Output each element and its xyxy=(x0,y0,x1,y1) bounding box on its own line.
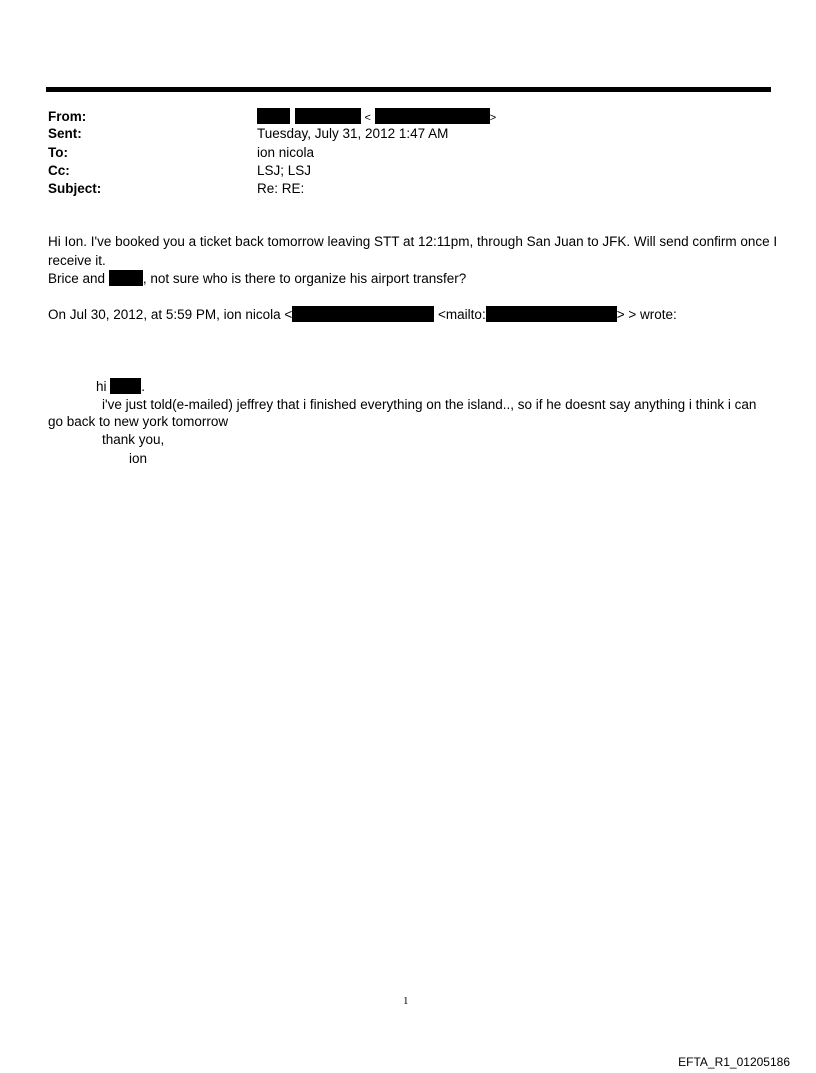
bates-number: EFTA_R1_01205186 xyxy=(678,1055,790,1069)
message-line xyxy=(48,270,466,287)
cc-label: Cc: xyxy=(48,163,70,178)
cc-value: LSJ; LSJ xyxy=(257,163,312,178)
header-rule xyxy=(46,87,771,92)
quoted-line: go back to new york tomorrow xyxy=(48,414,229,429)
redaction-box xyxy=(375,108,490,124)
quote-header-text: > > wrote: xyxy=(616,307,677,322)
redaction-box xyxy=(110,378,141,394)
message-line: receive it. xyxy=(48,253,106,268)
quoted-greeting xyxy=(96,378,145,395)
from-angle-open: < xyxy=(364,112,371,124)
subject-value: Re: RE: xyxy=(257,181,305,196)
redaction-box xyxy=(295,108,361,124)
redaction-box xyxy=(109,270,143,286)
redaction-box xyxy=(257,108,290,124)
from-angle-close: > xyxy=(489,112,497,124)
quoted-text: . xyxy=(141,379,146,394)
message-text: , not sure who is there to organize his airport transfer? xyxy=(142,271,467,286)
quote-header xyxy=(48,306,677,323)
quoted-line: thank you, xyxy=(102,432,165,447)
redaction-box xyxy=(486,306,617,322)
sent-label: Sent: xyxy=(48,126,82,141)
sent-value: Tuesday, July 31, 2012 1:47 AM xyxy=(257,126,449,141)
quoted-signature: ion xyxy=(129,451,148,466)
message-line: Hi Ion. I've booked you a ticket back tomorrow leaving STT at 12:11pm, through San Juan to JFK. Will send confirm once I xyxy=(48,234,778,249)
quote-header-text: On Jul 30, 2012, at 5:59 PM, ion nicola < xyxy=(48,307,293,322)
to-value: ion nicola xyxy=(257,145,315,160)
from-label: From: xyxy=(48,109,87,124)
message-text: Brice and xyxy=(48,271,106,286)
page-number: 1 xyxy=(403,995,409,1007)
to-label: To: xyxy=(48,145,68,160)
subject-label: Subject: xyxy=(48,181,102,196)
redaction-box xyxy=(292,306,434,322)
quoted-line: i've just told(e-mailed) jeffrey that i finished everything on the island.., so if he doesnt say anything i think i can xyxy=(102,397,757,412)
quoted-text: hi xyxy=(96,379,107,394)
quote-header-text: <mailto: xyxy=(438,307,486,322)
